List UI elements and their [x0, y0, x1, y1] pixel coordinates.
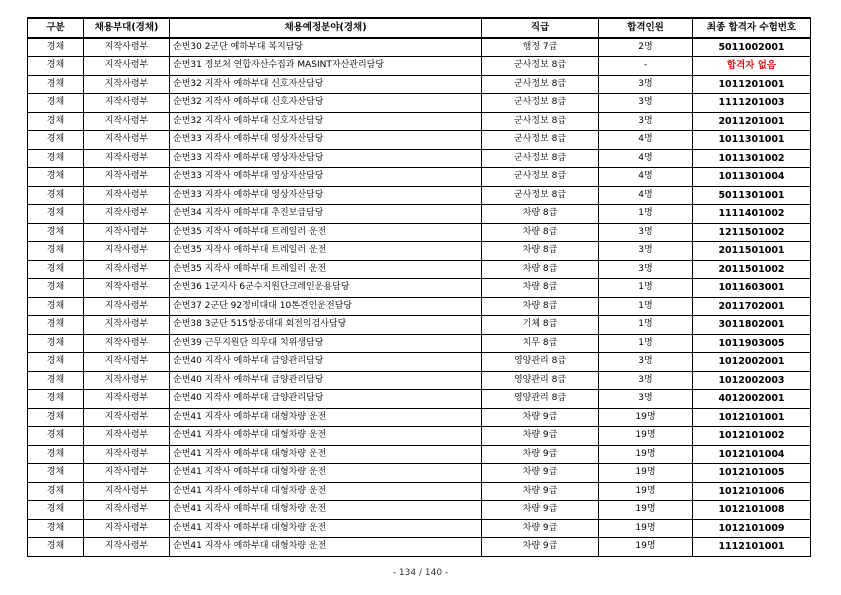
cell-category: 경채 — [28, 75, 84, 94]
cell-hiring-field: 순번41 지작사 예하부대 대형차량 운전 — [170, 445, 482, 464]
cell-pass-count: 19명 — [599, 427, 693, 446]
cell-pass-count: 3명 — [599, 353, 693, 372]
cell-hiring-field: 순번36 1군지사 6군수지원단크레인운용담당 — [170, 279, 482, 298]
table-row — [28, 242, 811, 261]
header-exam-number: 최종 합격자 수험번호 — [693, 18, 811, 38]
cell-exam-number: 5011002001 — [693, 38, 811, 57]
cell-hiring-field: 순번30 2군단 예하부대 복지담당 — [170, 38, 482, 57]
cell-exam-number: 1011301002 — [693, 149, 811, 168]
cell-category: 경채 — [28, 168, 84, 187]
cell-grade: 기체 8급 — [482, 316, 599, 335]
cell-hiring-field: 순번40 지작사 예하부대 급양관리담당 — [170, 353, 482, 372]
table-row — [28, 205, 811, 224]
cell-hiring-unit: 지작사령부 — [84, 316, 170, 335]
cell-grade: 차량 9급 — [482, 538, 599, 557]
cell-hiring-field: 순번31 정보처 연합자산수집과 MASINT자산관리담당 — [170, 57, 482, 76]
table-row — [28, 371, 811, 390]
page-number: - 134 / 140 - — [392, 568, 449, 578]
header-row — [28, 18, 811, 38]
cell-pass-count: 3명 — [599, 390, 693, 409]
cell-grade: 군사정보 8급 — [482, 168, 599, 187]
table-row — [28, 149, 811, 168]
table-row — [28, 57, 811, 76]
table-row — [28, 316, 811, 335]
header-category: 구분 — [28, 18, 84, 38]
cell-grade: 차량 8급 — [482, 297, 599, 316]
cell-grade: 차량 9급 — [482, 427, 599, 446]
cell-exam-number: 2011501002 — [693, 260, 811, 279]
cell-exam-number: 1211501002 — [693, 223, 811, 242]
cell-hiring-unit: 지작사령부 — [84, 131, 170, 150]
cell-grade: 차량 9급 — [482, 408, 599, 427]
cell-hiring-unit: 지작사령부 — [84, 112, 170, 131]
cell-category: 경채 — [28, 316, 84, 335]
cell-pass-count: 3명 — [599, 94, 693, 113]
cell-hiring-unit: 지작사령부 — [84, 149, 170, 168]
cell-pass-count: 19명 — [599, 482, 693, 501]
cell-exam-number: 1012101008 — [693, 501, 811, 520]
cell-category: 경채 — [28, 279, 84, 298]
cell-exam-number: 3011802001 — [693, 316, 811, 335]
cell-pass-count: 3명 — [599, 371, 693, 390]
cell-category: 경채 — [28, 371, 84, 390]
cell-grade: 차량 8급 — [482, 205, 599, 224]
cell-grade: 영양관리 8급 — [482, 371, 599, 390]
cell-category: 경채 — [28, 223, 84, 242]
table-row — [28, 223, 811, 242]
cell-category: 경채 — [28, 297, 84, 316]
cell-pass-count: 19명 — [599, 538, 693, 557]
table-row — [28, 464, 811, 483]
cell-exam-number: 1011201001 — [693, 75, 811, 94]
table-row — [28, 297, 811, 316]
cell-category: 경채 — [28, 260, 84, 279]
cell-grade: 군사정보 8급 — [482, 57, 599, 76]
cell-hiring-unit: 지작사령부 — [84, 538, 170, 557]
cell-grade: 차량 8급 — [482, 223, 599, 242]
cell-pass-count: 19명 — [599, 408, 693, 427]
cell-pass-count: 19명 — [599, 501, 693, 520]
cell-hiring-field: 순번37 2군단 92정비대대 10톤견인운전담당 — [170, 297, 482, 316]
cell-hiring-unit: 지작사령부 — [84, 445, 170, 464]
cell-grade: 차량 9급 — [482, 501, 599, 520]
table-header — [28, 18, 811, 38]
cell-hiring-unit: 지작사령부 — [84, 464, 170, 483]
cell-grade: 군사정보 8급 — [482, 186, 599, 205]
table-row — [28, 260, 811, 279]
cell-hiring-field: 순번41 지작사 예하부대 대형차량 운전 — [170, 482, 482, 501]
cell-category: 경채 — [28, 445, 84, 464]
cell-exam-number: 2011201001 — [693, 112, 811, 131]
cell-exam-number: 1011301001 — [693, 131, 811, 150]
table-row — [28, 445, 811, 464]
cell-hiring-field: 순번35 지작사 예하부대 트레일러 운전 — [170, 242, 482, 261]
cell-hiring-unit: 지작사령부 — [84, 334, 170, 353]
cell-category: 경채 — [28, 519, 84, 538]
cell-grade: 차량 9급 — [482, 445, 599, 464]
table-row — [28, 75, 811, 94]
cell-category: 경채 — [28, 501, 84, 520]
cell-pass-count: 1명 — [599, 297, 693, 316]
cell-hiring-unit: 지작사령부 — [84, 223, 170, 242]
cell-grade: 군사정보 8급 — [482, 131, 599, 150]
header-hiring-field: 채용예정분야(경채) — [170, 18, 482, 38]
header-pass-count: 합격인원 — [599, 18, 693, 38]
cell-hiring-unit: 지작사령부 — [84, 279, 170, 298]
header-grade: 직급 — [482, 18, 599, 38]
cell-hiring-unit: 지작사령부 — [84, 371, 170, 390]
cell-category: 경채 — [28, 112, 84, 131]
cell-pass-count: 19명 — [599, 464, 693, 483]
cell-hiring-unit: 지작사령부 — [84, 168, 170, 187]
cell-pass-count: 4명 — [599, 149, 693, 168]
table-row — [28, 501, 811, 520]
cell-grade: 군사정보 8급 — [482, 94, 599, 113]
cell-hiring-field: 순번34 지작사 예하부대 추진보급담당 — [170, 205, 482, 224]
cell-pass-count: 3명 — [599, 223, 693, 242]
cell-hiring-unit: 지작사령부 — [84, 205, 170, 224]
cell-grade: 군사정보 8급 — [482, 112, 599, 131]
cell-exam-number: 1112101001 — [693, 538, 811, 557]
table-row — [28, 186, 811, 205]
cell-exam-number: 1111201003 — [693, 94, 811, 113]
cell-hiring-field: 순번33 지작사 예하부대 영상자산담당 — [170, 149, 482, 168]
cell-grade: 차량 9급 — [482, 482, 599, 501]
cell-exam-number: 4012002001 — [693, 390, 811, 409]
cell-hiring-unit: 지작사령부 — [84, 501, 170, 520]
cell-exam-number: 1111401002 — [693, 205, 811, 224]
results-table — [27, 17, 811, 557]
cell-category: 경채 — [28, 427, 84, 446]
cell-pass-count: 3명 — [599, 242, 693, 261]
cell-pass-count: 2명 — [599, 38, 693, 57]
cell-hiring-field: 순번33 지작사 예하부대 영상자산담당 — [170, 168, 482, 187]
cell-hiring-field: 순번40 지작사 예하부대 급양관리담당 — [170, 390, 482, 409]
cell-exam-number: 1011903005 — [693, 334, 811, 353]
cell-category: 경채 — [28, 538, 84, 557]
cell-grade: 군사정보 8급 — [482, 149, 599, 168]
cell-exam-number: 1012101001 — [693, 408, 811, 427]
table-row — [28, 427, 811, 446]
table-row — [28, 334, 811, 353]
cell-hiring-unit: 지작사령부 — [84, 242, 170, 261]
table-row — [28, 519, 811, 538]
cell-exam-number: 1011301004 — [693, 168, 811, 187]
cell-category: 경채 — [28, 149, 84, 168]
cell-exam-number: 1012101004 — [693, 445, 811, 464]
cell-category: 경채 — [28, 186, 84, 205]
cell-hiring-field: 순번41 지작사 예하부대 대형차량 운전 — [170, 427, 482, 446]
cell-exam-number: 2011501001 — [693, 242, 811, 261]
cell-hiring-unit: 지작사령부 — [84, 38, 170, 57]
cell-category: 경채 — [28, 353, 84, 372]
cell-exam-number: 1012101005 — [693, 464, 811, 483]
cell-grade: 군사정보 8급 — [482, 75, 599, 94]
table-row — [28, 482, 811, 501]
cell-hiring-unit: 지작사령부 — [84, 297, 170, 316]
cell-exam-number: 1012101002 — [693, 427, 811, 446]
cell-category: 경채 — [28, 390, 84, 409]
cell-exam-number: 합격자 없음 — [693, 57, 811, 76]
cell-pass-count: 3명 — [599, 75, 693, 94]
cell-pass-count: 4명 — [599, 186, 693, 205]
cell-hiring-field: 순번35 지작사 예하부대 트레일러 운전 — [170, 260, 482, 279]
cell-category: 경채 — [28, 94, 84, 113]
cell-hiring-field: 순번33 지작사 예하부대 영상자산담당 — [170, 131, 482, 150]
cell-grade: 행정 7급 — [482, 38, 599, 57]
cell-category: 경채 — [28, 131, 84, 150]
cell-grade: 치무 8급 — [482, 334, 599, 353]
cell-exam-number: 1012101009 — [693, 519, 811, 538]
cell-grade: 영양관리 8급 — [482, 390, 599, 409]
cell-pass-count: 3명 — [599, 260, 693, 279]
cell-hiring-unit: 지작사령부 — [84, 408, 170, 427]
cell-grade: 차량 8급 — [482, 242, 599, 261]
cell-pass-count: 1명 — [599, 316, 693, 335]
cell-exam-number: 1012101006 — [693, 482, 811, 501]
cell-hiring-field: 순번32 지작사 예하부대 신호자산담당 — [170, 75, 482, 94]
cell-hiring-field: 순번39 근무지원단 의무대 치위생담당 — [170, 334, 482, 353]
table-row — [28, 168, 811, 187]
cell-hiring-field: 순번41 지작사 예하부대 대형차량 운전 — [170, 501, 482, 520]
cell-pass-count: 19명 — [599, 519, 693, 538]
cell-hiring-unit: 지작사령부 — [84, 482, 170, 501]
cell-hiring-field: 순번38 3군단 515항공대대 회전익검사담당 — [170, 316, 482, 335]
table-row — [28, 538, 811, 557]
cell-hiring-unit: 지작사령부 — [84, 75, 170, 94]
cell-grade: 차량 9급 — [482, 464, 599, 483]
cell-hiring-field: 순번32 지작사 예하부대 신호자산담당 — [170, 112, 482, 131]
cell-hiring-field: 순번41 지작사 예하부대 대형차량 운전 — [170, 538, 482, 557]
table-body — [28, 38, 811, 557]
cell-category: 경채 — [28, 464, 84, 483]
cell-hiring-unit: 지작사령부 — [84, 427, 170, 446]
cell-hiring-unit: 지작사령부 — [84, 519, 170, 538]
cell-exam-number: 2011702001 — [693, 297, 811, 316]
cell-pass-count: 1명 — [599, 334, 693, 353]
cell-grade: 영양관리 8급 — [482, 353, 599, 372]
table-row — [28, 353, 811, 372]
cell-category: 경채 — [28, 408, 84, 427]
cell-grade: 차량 9급 — [482, 519, 599, 538]
cell-exam-number: 1012002003 — [693, 371, 811, 390]
cell-hiring-field: 순번41 지작사 예하부대 대형차량 운전 — [170, 519, 482, 538]
cell-category: 경채 — [28, 482, 84, 501]
cell-category: 경채 — [28, 242, 84, 261]
cell-hiring-field: 순번33 지작사 예하부대 영상자산담당 — [170, 186, 482, 205]
table-row — [28, 390, 811, 409]
cell-pass-count: 1명 — [599, 279, 693, 298]
table-row — [28, 38, 811, 57]
table-row — [28, 94, 811, 113]
cell-hiring-unit: 지작사령부 — [84, 186, 170, 205]
cell-category: 경채 — [28, 334, 84, 353]
cell-exam-number: 1012002001 — [693, 353, 811, 372]
cell-hiring-field: 순번32 지작사 예하부대 신호자산담당 — [170, 94, 482, 113]
cell-hiring-field: 순번35 지작사 예하부대 트레일러 운전 — [170, 223, 482, 242]
cell-hiring-field: 순번40 지작사 예하부대 급양관리담당 — [170, 371, 482, 390]
cell-pass-count: 4명 — [599, 168, 693, 187]
cell-category: 경채 — [28, 38, 84, 57]
cell-hiring-unit: 지작사령부 — [84, 390, 170, 409]
cell-pass-count: 19명 — [599, 445, 693, 464]
cell-grade: 차량 8급 — [482, 260, 599, 279]
cell-category: 경채 — [28, 57, 84, 76]
cell-pass-count: 3명 — [599, 112, 693, 131]
table-row — [28, 408, 811, 427]
cell-pass-count: 1명 — [599, 205, 693, 224]
cell-pass-count: 4명 — [599, 131, 693, 150]
cell-hiring-unit: 지작사령부 — [84, 57, 170, 76]
cell-hiring-field: 순번41 지작사 예하부대 대형차량 운전 — [170, 408, 482, 427]
cell-exam-number: 1011603001 — [693, 279, 811, 298]
cell-exam-number: 5011301001 — [693, 186, 811, 205]
cell-hiring-unit: 지작사령부 — [84, 94, 170, 113]
cell-hiring-unit: 지작사령부 — [84, 260, 170, 279]
table-row — [28, 131, 811, 150]
header-hiring-unit: 채용부대(경채) — [84, 18, 170, 38]
table-row — [28, 279, 811, 298]
cell-hiring-unit: 지작사령부 — [84, 353, 170, 372]
cell-hiring-field: 순번41 지작사 예하부대 대형차량 운전 — [170, 464, 482, 483]
cell-grade: 차량 8급 — [482, 279, 599, 298]
cell-category: 경채 — [28, 205, 84, 224]
table-row — [28, 112, 811, 131]
cell-pass-count: - — [599, 57, 693, 76]
